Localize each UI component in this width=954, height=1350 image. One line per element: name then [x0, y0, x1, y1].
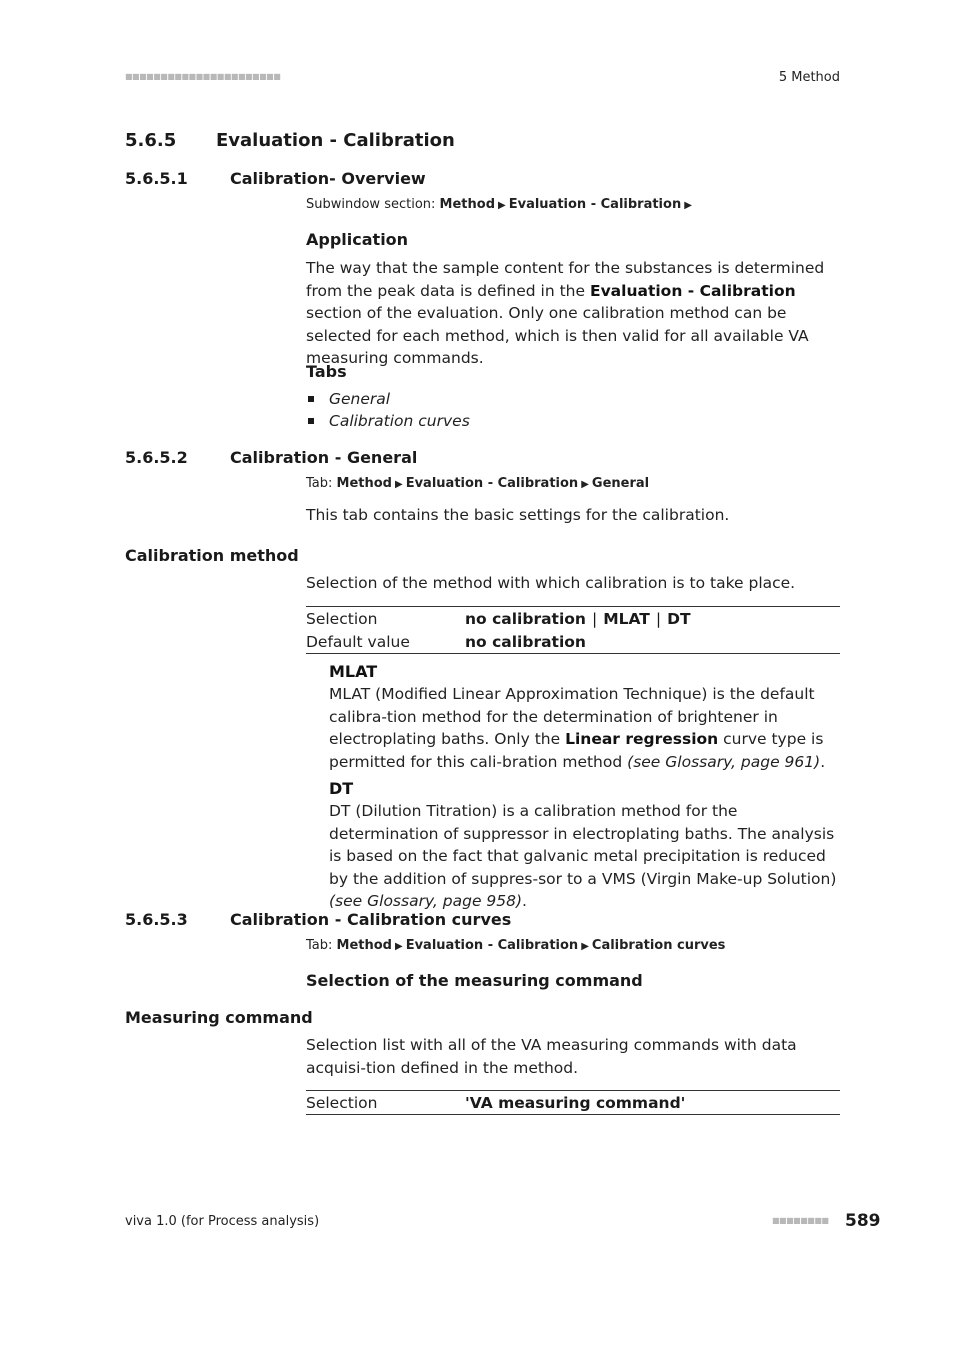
breadcrumb-prefix: Tab: — [306, 938, 333, 953]
breadcrumb-arrow-icon: ▶ — [581, 479, 589, 490]
breadcrumb-prefix: Subwindow section: — [306, 197, 436, 212]
table-row — [306, 1091, 840, 1114]
parameter-table — [306, 1090, 840, 1115]
parameter-table — [306, 606, 840, 654]
bold-term: Linear regression — [565, 730, 719, 748]
text: section of the evaluation. Only one calibration method can be selected for each method, which is then valid for all available VA measuring commands. — [306, 304, 809, 367]
glossary-link[interactable]: (see Glossary, page 961) — [627, 752, 821, 771]
parameter-description: Selection list with all of the VA measuring commands with data acquisi-tion defined in the method. — [306, 1036, 797, 1077]
text: . — [522, 892, 527, 910]
parameter-description: Selection of the method with which calibration is to take place. — [306, 574, 796, 592]
table-value: no calibration — [465, 632, 586, 651]
section-number: 5.6.5.2 — [125, 448, 188, 467]
breadcrumb-item: Calibration curves — [591, 938, 726, 953]
application-paragraph — [306, 257, 840, 370]
section-title: Calibration- Overview — [230, 169, 426, 188]
tabs-list — [306, 388, 470, 432]
breadcrumb-item: Method — [336, 938, 392, 953]
option: no calibration — [465, 609, 586, 628]
table-key: Default value — [306, 632, 410, 651]
tab-name: General — [329, 390, 391, 408]
bullet-icon — [308, 418, 314, 424]
parameter-label-measuring-command: Measuring command — [125, 1008, 313, 1027]
breadcrumb-arrow-icon: ▶ — [498, 200, 506, 211]
breadcrumb — [306, 938, 725, 953]
breadcrumb-arrow-icon: ▶ — [581, 941, 589, 952]
measuring-command-subheading: Selection of the measuring command — [306, 971, 643, 990]
definition-term: DT — [329, 779, 354, 798]
definition-text — [329, 683, 840, 773]
section-heading-5-6-5-3 — [125, 910, 511, 929]
definition-term: MLAT — [329, 662, 378, 681]
breadcrumb — [306, 197, 695, 212]
section-title: Evaluation - Calibration — [216, 130, 455, 151]
table-value: 'VA measuring command' — [465, 1093, 686, 1112]
parameter-label-calibration-method: Calibration method — [125, 546, 299, 565]
bold-term: Evaluation - Calibration — [589, 281, 796, 300]
separator: | — [591, 609, 598, 628]
breadcrumb-item: General — [591, 476, 650, 491]
breadcrumb-prefix: Tab: — [306, 476, 333, 491]
breadcrumb-item: Evaluation - Calibration — [508, 197, 682, 212]
list-item — [306, 410, 470, 432]
footer-marks: ■■■■■■■■ — [772, 1216, 829, 1225]
page-number: 589 — [845, 1211, 881, 1231]
section-heading-5-6-5-2 — [125, 448, 417, 467]
section-heading-5-6-5-1 — [125, 169, 426, 188]
breadcrumb-arrow-icon: ▶ — [395, 941, 403, 952]
list-item — [306, 388, 470, 410]
section-number: 5.6.5 — [125, 130, 177, 151]
tab-name: Calibration curves — [329, 412, 470, 430]
section-title: Calibration - Calibration curves — [230, 910, 512, 929]
breadcrumb-item: Method — [336, 476, 392, 491]
definition-text — [329, 800, 840, 913]
tabs-heading: Tabs — [306, 362, 347, 381]
breadcrumb-item: Evaluation - Calibration — [405, 938, 579, 953]
text: . — [820, 752, 826, 771]
definition-mlat — [329, 661, 840, 773]
section-number: 5.6.5.3 — [125, 910, 188, 929]
breadcrumb-arrow-icon: ▶ — [395, 479, 403, 490]
application-heading: Application — [306, 230, 409, 249]
separator: | — [655, 609, 662, 628]
section-heading-5-6-5 — [125, 130, 455, 151]
text: DT (Dilution Titration) is a calibration method for the determination of suppressor in electroplating baths. The analysis is based on the fact that galvanic metal precipitation is reduced by the addition of suppres-sor to a VMS (Virgin Make-up Solution) — [329, 802, 837, 888]
general-intro: This tab contains the basic settings for the calibration. — [306, 506, 730, 524]
table-key: Selection — [306, 1093, 378, 1112]
section-title: Calibration - General — [230, 448, 418, 467]
text: curve type is permitted for this cali-bration method — [329, 730, 824, 771]
text: MLAT (Modified Linear Approximation Technique) is the default calibra-tion method for the determination of brightener in electroplating baths. Only the — [329, 685, 815, 748]
definition-dt — [329, 778, 840, 913]
breadcrumb — [306, 476, 649, 491]
table-value — [465, 610, 691, 628]
glossary-link[interactable]: (see Glossary, page 958) — [329, 892, 523, 910]
text: The way that the sample content for the substances is determined from the peak data is defined in the — [306, 259, 825, 300]
table-row — [306, 630, 840, 653]
table-row — [306, 607, 840, 630]
header-marks: ■■■■■■■■■■■■■■■■■■■■■■ — [125, 72, 281, 81]
section-number: 5.6.5.1 — [125, 169, 188, 188]
table-key: Selection — [306, 609, 378, 628]
breadcrumb-item: Evaluation - Calibration — [405, 476, 579, 491]
breadcrumb-item: Method — [439, 197, 496, 212]
option: MLAT — [603, 609, 650, 628]
running-header-chapter: 5 Method — [778, 70, 840, 85]
option: DT — [667, 609, 691, 628]
bullet-icon — [308, 396, 314, 402]
footer-product: viva 1.0 (for Process analysis) — [125, 1214, 320, 1229]
breadcrumb-arrow-icon: ▶ — [684, 200, 692, 211]
